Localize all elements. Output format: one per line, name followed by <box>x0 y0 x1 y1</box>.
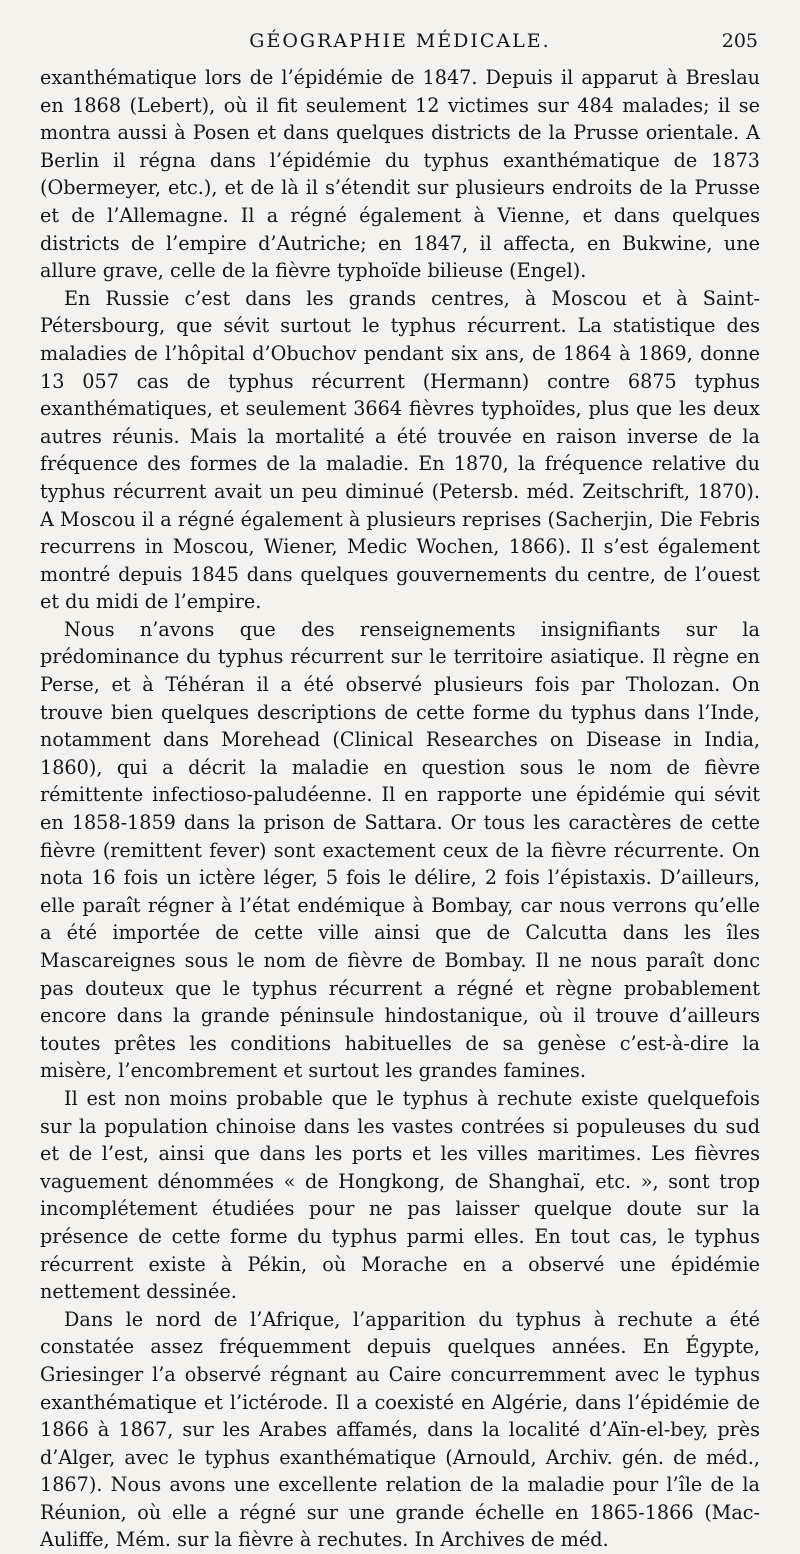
paragraph: Il est non moins probable que le typhus à rechute existe quelquefois sur la population chinoise dans les vastes contrées si populeuses du sud et de l’est, ainsi que dans les ports et les villes maritimes. Les fièvres vaguement dénommées « de Hongkong, de Shanghaï, etc. », sont trop incomplétement étudiées pour ne pas laisser quelque doute sur la présence de cette forme du typhus parmi elles. En tout cas, le typhus récurrent existe à Pékin, où Morache en a observé une épidémie nettement dessinée. <box>40 1086 760 1304</box>
paragraph: En Russie c’est dans les grands centres, à Moscou et à Saint-Pétersbourg, que sévit surtout le typhus récurrent. La statistique des maladies de l’hôpital d’Obuchov pendant six ans, de 1864 à 1869, donne 13 057 cas de typhus récurrent (Hermann) contre 6875 typhus exanthématiques, et seulement 3664 fièvres typhoïdes, plus que les deux autres réunis. Mais la mortalité a été trouvée en raison inverse de la fréquence des formes de la maladie. En 1870, la fréquence relative du typhus récurrent avait un peu diminué (Petersb. méd. Zeitschrift, 1870). A Moscou il a régné également à plusieurs reprises (Sacherjin, Die Febris recurrens in Moscou, Wiener, Medic Wochen, 1866). Il s’est également montré depuis 1845 dans quelques gouvernements du centre, de l’ouest et du midi de l’empire. <box>40 286 760 614</box>
body-text <box>40 64 760 1554</box>
running-title: GÉOGRAPHIE MÉDICALE. <box>249 30 551 52</box>
page-number: 205 <box>721 30 758 52</box>
page-header <box>40 30 760 60</box>
paragraph: Nous n’avons que des renseignements insignifiants sur la prédominance du typhus récurrent sur le territoire asiatique. Il règne en Perse, et à Téhéran il a été observé plusieurs fois par Tholozan. On trouve bien quelques descriptions de cette forme du typhus dans l’Inde, notamment dans Morehead (Clinical Researches on Disease in India, 1860), qui a décrit la maladie en question sous le nom de fièvre rémittente infectioso-paludéenne. Il en rapporte une épidémie qui sévit en 1858-1859 dans la prison de Sattara. Or tous les caractères de cette fièvre (remittent fever) sont exactement ceux de la fièvre récurrente. On nota 16 fois un ictère léger, 5 fois le délire, 2 fois l’épistaxis. D’ailleurs, elle paraît régner à l’état endémique à Bombay, car nous verrons qu’elle a été importée de cette ville ainsi que de Calcutta dans les îles Mascareignes sous le nom de fièvre de Bombay. Il ne nous paraît donc pas douteux que le typhus récurrent a régné et règne probablement encore dans la grande péninsule hindostanique, où il trouve d’ailleurs toutes prêtes les conditions habituelles de sa genèse c’est-à-dire la misère, l’encombrement et surtout les grandes famines. <box>40 617 760 1083</box>
paragraph: exanthématique lors de l’épidémie de 1847. Depuis il apparut à Breslau en 1868 (Lebert), où il fit seulement 12 victimes sur 484 malades; il se montra aussi à Posen et dans quelques districts de la Prusse orientale. A Berlin il régna dans l’épidémie du typhus exanthématique de 1873 (Obermeyer, etc.), et de là il s’étendit sur plusieurs endroits de la Prusse et de l’Allemagne. Il a régné également à Vienne, et dans quelques districts de l’empire d’Autriche; en 1847, il affecta, en Bukwine, une allure grave, celle de la fièvre typhoïde bilieuse (Engel). <box>40 66 760 283</box>
paragraph: Dans le nord de l’Afrique, l’apparition du typhus à rechute a été constatée assez fréquemment depuis quelques années. En Égypte, Griesinger l’a observé régnant au Caire concurremment avec le typhus exanthématique et l’ictérode. Il a coexisté en Algérie, dans l’épidémie de 1866 à 1867, sur les Arabes affamés, dans la localité d’Aïn-el-bey, près d’Alger, avec le typhus exanthématique (Arnould, Archiv. gén. de méd., 1867). Nous avons une excellente relation de la maladie pour l’île de la Réunion, où elle a régné sur une grande échelle en 1865-1866 (Mac-Auliffe, Mém. sur la fièvre à rechutes. In Archives de méd. <box>40 1307 760 1552</box>
